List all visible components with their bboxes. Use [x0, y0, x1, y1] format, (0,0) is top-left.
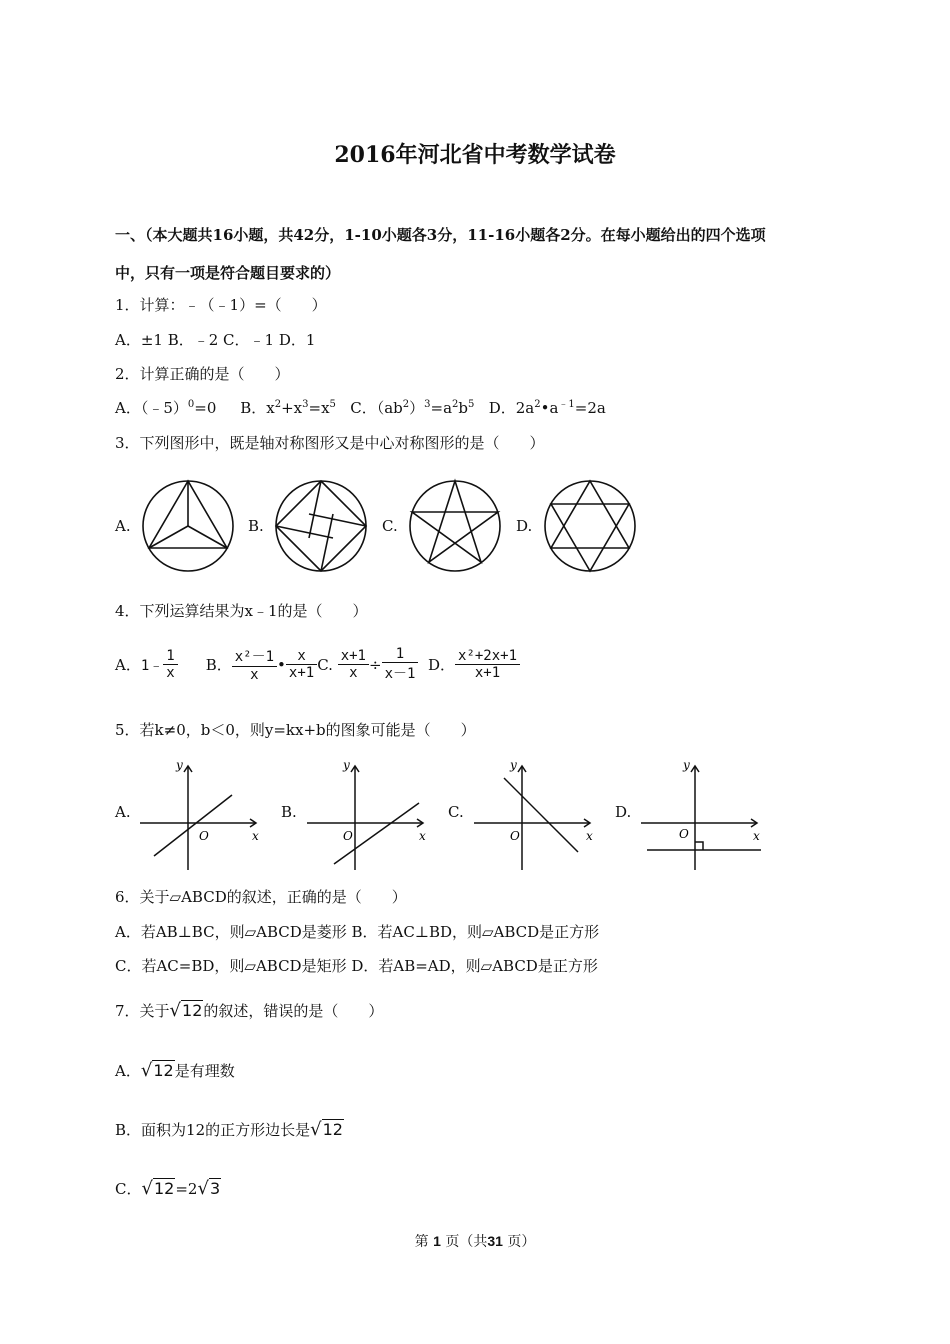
q7-option-b: B．面积为12的正方形边长是√12: [115, 1119, 343, 1140]
q4-c-fraction-1: $\frac{x+1}{x}$: [338, 648, 369, 681]
page-number: 1: [433, 1233, 441, 1249]
q4-b-fraction-2: $\frac{x}{x+1}$: [286, 648, 317, 681]
q5-graph-a: [140, 760, 265, 872]
q4-options: A． 1﹣ $\frac{1}{x}$ B． $\frac{\text{x²－1}}{x}$ • $\frac{x}{x+1}$ C. $\frac{x+1}{x}$ ÷ $\frac{1}{x-1}$ D． $\frac{\text{x²+2x+1}}{x+1}$: [115, 646, 520, 683]
q1-options: A．±1 B．﹣2 C．﹣1 D．1: [115, 331, 316, 349]
page-title: 2016年河北省中考数学试卷: [334, 142, 616, 168]
q5-label-d: D.: [615, 803, 632, 821]
q5-graph-d: [641, 760, 766, 872]
q5-c-origin: O: [510, 829, 520, 843]
q3-label-c: C.: [382, 517, 398, 535]
q4-a-fraction: $\frac{1}{x}$: [163, 648, 177, 681]
q5-b-origin: O: [343, 829, 353, 843]
section-heading-line1: 一、（本大题共16小题，共42分，1-10小题各3分，11-16小题各2分。在每小题给出的四个选项: [115, 226, 766, 244]
q2-stem: 2．计算正确的是（ ）: [115, 365, 290, 383]
q4-c-fraction-2: $\frac{1}{x-1}$: [382, 646, 419, 683]
q3-label-b: B.: [248, 517, 264, 535]
q5-d-axis-y: y: [683, 760, 690, 772]
q5-d-axis-x: x: [753, 829, 760, 843]
q5-label-b: B.: [281, 803, 297, 821]
q5-label-a: A.: [115, 803, 131, 821]
page-footer: 第 1 页（共31 页）: [414, 1233, 536, 1250]
q1-stem: 1．计算：﹣（﹣1）=（ ）: [115, 296, 327, 314]
q7-option-c: C．√12=2√3: [115, 1178, 221, 1199]
q5-b-axis-x: x: [419, 829, 426, 843]
q5-b-axis-y: y: [343, 760, 350, 772]
q3-figure-d: [542, 478, 638, 574]
q5-a-axis-y: y: [176, 760, 183, 772]
q4-b-fraction-1: $\frac{\text{x²－1}}{x}$: [232, 646, 277, 683]
q3-label-d: D.: [516, 517, 533, 535]
q5-a-axis-x: x: [252, 829, 259, 843]
q5-label-c: C.: [448, 803, 464, 821]
q5-c-axis-x: x: [586, 829, 593, 843]
q5-graph-c: [474, 760, 599, 872]
q7-stem: 7．关于√12的叙述，错误的是（ ）: [115, 1000, 384, 1021]
section-heading-line2: 中，只有一项是符合题目要求的）: [115, 264, 341, 282]
q5-graph-b: [307, 760, 432, 872]
q3-label-a: A.: [115, 517, 131, 535]
q4-stem: 4．下列运算结果为x﹣1的是（ ）: [115, 602, 368, 620]
q5-c-axis-y: y: [510, 760, 517, 772]
q2-options: A．（﹣5）$^0$=0 B．$x^2+x^3=x^5$ C．$(ab^2)^3=a^2b^5$ D．$2a^2•a^{﹣1}=2a$: [115, 399, 606, 417]
q7-sqrt-12: √12: [169, 1000, 203, 1021]
q3-figure-b: [273, 478, 369, 574]
page-total: 31: [487, 1233, 503, 1249]
q5-a-origin: O: [199, 829, 209, 843]
q5-stem: 5．若k≠0，b＜0，则y=kx+b的图象可能是（ ）: [115, 721, 476, 739]
q3-figure-c: [407, 478, 503, 574]
q4-d-fraction: $\frac{\text{x²+2x+1}}{x+1}$: [455, 648, 520, 681]
q7-option-a: A．√12是有理数: [115, 1060, 235, 1081]
q3-figure-a: [140, 478, 236, 574]
q3-stem: 3．下列图形中，既是轴对称图形又是中心对称图形的是（ ）: [115, 434, 545, 452]
q6-stem: 6．关于▱ABCD的叙述，正确的是（ ）: [115, 888, 407, 906]
q6-options-line2: C．若AC=BD，则▱ABCD是矩形 D．若AB=AD，则▱ABCD是正方形: [115, 957, 598, 975]
q6-options-line1: A．若AB⊥BC，则▱ABCD是菱形 B．若AC⊥BD，则▱ABCD是正方形: [115, 923, 600, 941]
q5-d-origin: O: [679, 827, 689, 841]
